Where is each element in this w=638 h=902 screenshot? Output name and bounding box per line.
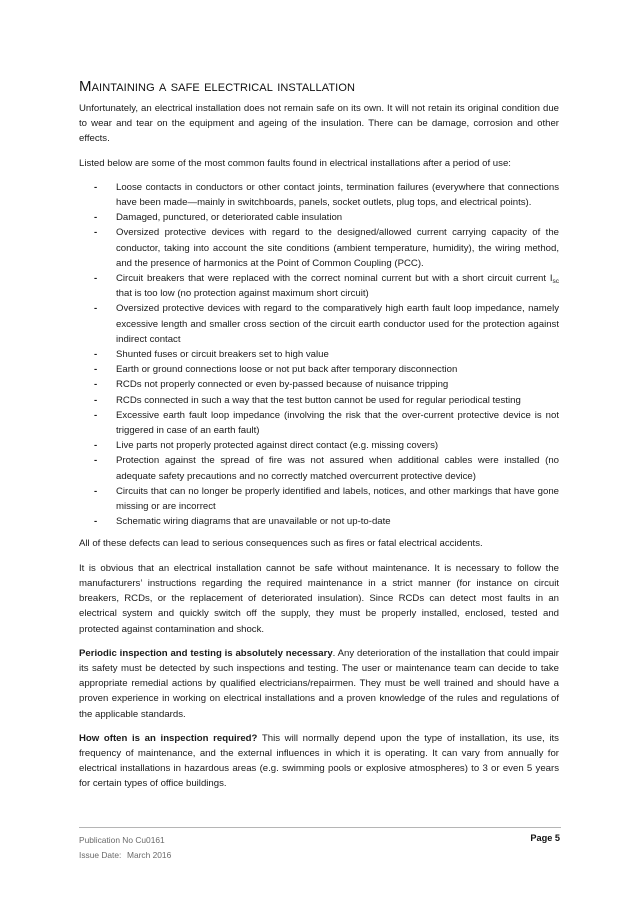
list-item: - Loose contacts in conductors or other contact joints, termination failures (everywhere that connections have been made—mainly in switchboards, panels, socket outlets, plug tops, and electrical points).: [94, 181, 559, 209]
bullet-dash: -: [94, 379, 98, 391]
faults-intro-paragraph: Listed below are some of the most common faults found in electrical installations after a period of use:: [79, 157, 511, 169]
page-content: [79, 78, 559, 801]
bullet-dash: -: [94, 516, 98, 528]
footer-publication-info: [79, 833, 171, 862]
list-item: - Oversized protective devices with regard to the designed/allowed current carrying capacity of the conductor, taking into account the site conditions (ambient temperature, humidity), the wiring method, and the presence of harmonics at the Point of Common Coupling (PCC).: [94, 227, 559, 269]
faults-list: [79, 180, 559, 530]
bullet-dash: -: [94, 181, 98, 193]
bullet-dash: -: [94, 227, 98, 239]
list-item: - Damaged, punctured, or deteriorated cable insulation: [79, 210, 559, 225]
subscript-sc: sc: [552, 278, 559, 286]
list-item: - Live parts not properly protected against direct contact (e.g. missing covers): [79, 438, 559, 453]
bullet-dash: -: [94, 440, 98, 452]
footer-divider: [79, 827, 561, 828]
list-item: - Oversized protective devices with regard to the comparatively high earth fault loop impedance, namely excessive length and smaller cross section of the circuit earth conductor used for the protection against indirect contact: [94, 303, 559, 345]
list-item: - Shunted fuses or circuit breakers set to high value: [79, 347, 559, 362]
list-item: - RCDs connected in such a way that the test button cannot be used for regular periodical testing: [79, 393, 559, 408]
list-item: - Circuits that can no longer be properly identified and labels, notices, and other markings that have gone missing or are incorrect: [94, 485, 559, 513]
list-item: - Excessive earth fault loop impedance (involving the risk that the over-current protective device is not triggered in case of an earth fault): [94, 409, 559, 437]
bullet-dash: -: [94, 212, 98, 224]
page-number: Page 5: [530, 833, 560, 843]
defects-paragraph: All of these defects can lead to serious consequences such as fires or fatal electrical accidents.: [79, 538, 483, 550]
bullet-dash: -: [94, 485, 98, 497]
issue-date-label: Issue Date:: [79, 849, 122, 860]
bullet-dash: -: [94, 394, 98, 406]
issue-date-line: [79, 848, 171, 863]
periodic-inspection-paragraph: Periodic inspection and testing is absolutely necessary. Any deterioration of the installation that could impair its safety must be detected by such inspections and testing. The user or maintenance team can decide to take appropriate remedial actions by qualified electricians/repairmen. They must be well trained and should have a proven experience in working on electrical installations and a proven knowledge of the rules and regulations of the applicable standards.: [79, 647, 559, 720]
bullet-dash: -: [94, 455, 98, 467]
bullet-dash: -: [94, 409, 98, 421]
inspection-frequency-paragraph: How often is an inspection required? This will normally depend upon the type of installation, its use, its frequency of maintenance, and the external influences in which it is operating. It can vary from annually for electrical installations in hazardous areas (e.g. swimming pools or explosive atmospheres) to 3 or even 5 years for certain types of office buildings.: [79, 732, 559, 790]
maintenance-paragraph: It is obvious that an electrical installation cannot be safe without maintenance. It is necessary to follow the manufacturers’ instructions regarding the required maintenance in a strict manner (for instance on circuit breakers, RCDs, or the replacement of deteriorated insulation). Since RCDs can detect most faults in an electrical system and quickly switch off the supply, they must be properly installed, enclosed, tested and protected against contamination and shock.: [79, 562, 559, 635]
bullet-dash: -: [94, 273, 98, 285]
bullet-dash: -: [94, 349, 98, 361]
issue-date-value: March 2016: [127, 849, 172, 860]
list-item: - Circuit breakers that were replaced with the correct nominal current but with a short circuit current $I_{sc}$ that is too low (no protection against maximum short circuit): [94, 273, 559, 300]
publication-number: Publication No Cu0161: [79, 835, 165, 845]
list-item: - RCDs not properly connected or even by-passed because of nuisance tripping: [79, 377, 559, 392]
inspection-frequency-lead: How often is an inspection required?: [79, 732, 258, 744]
list-item: - Protection against the spread of fire was not assured when additional cables were installed (no adequate safety precautions and no correctly matched overcurrent protective device): [94, 455, 559, 482]
list-item: - Schematic wiring diagrams that are unavailable or not up-to-date: [79, 514, 559, 529]
periodic-inspection-lead: Periodic inspection and testing is absolutely necessary: [79, 647, 333, 659]
intro-paragraph: Unfortunately, an electrical installation does not remain safe on its own. It will not retain its original condition due to wear and tear on the equipment and ageing of the insulation. There can be damage, corrosion and other effects.: [79, 103, 559, 145]
list-item: - Earth or ground connections loose or not put back after temporary disconnection: [79, 362, 559, 377]
section-heading: Maintaining a safe electrical installation: [79, 78, 356, 95]
bullet-dash: -: [94, 303, 98, 315]
bullet-dash: -: [94, 364, 98, 376]
